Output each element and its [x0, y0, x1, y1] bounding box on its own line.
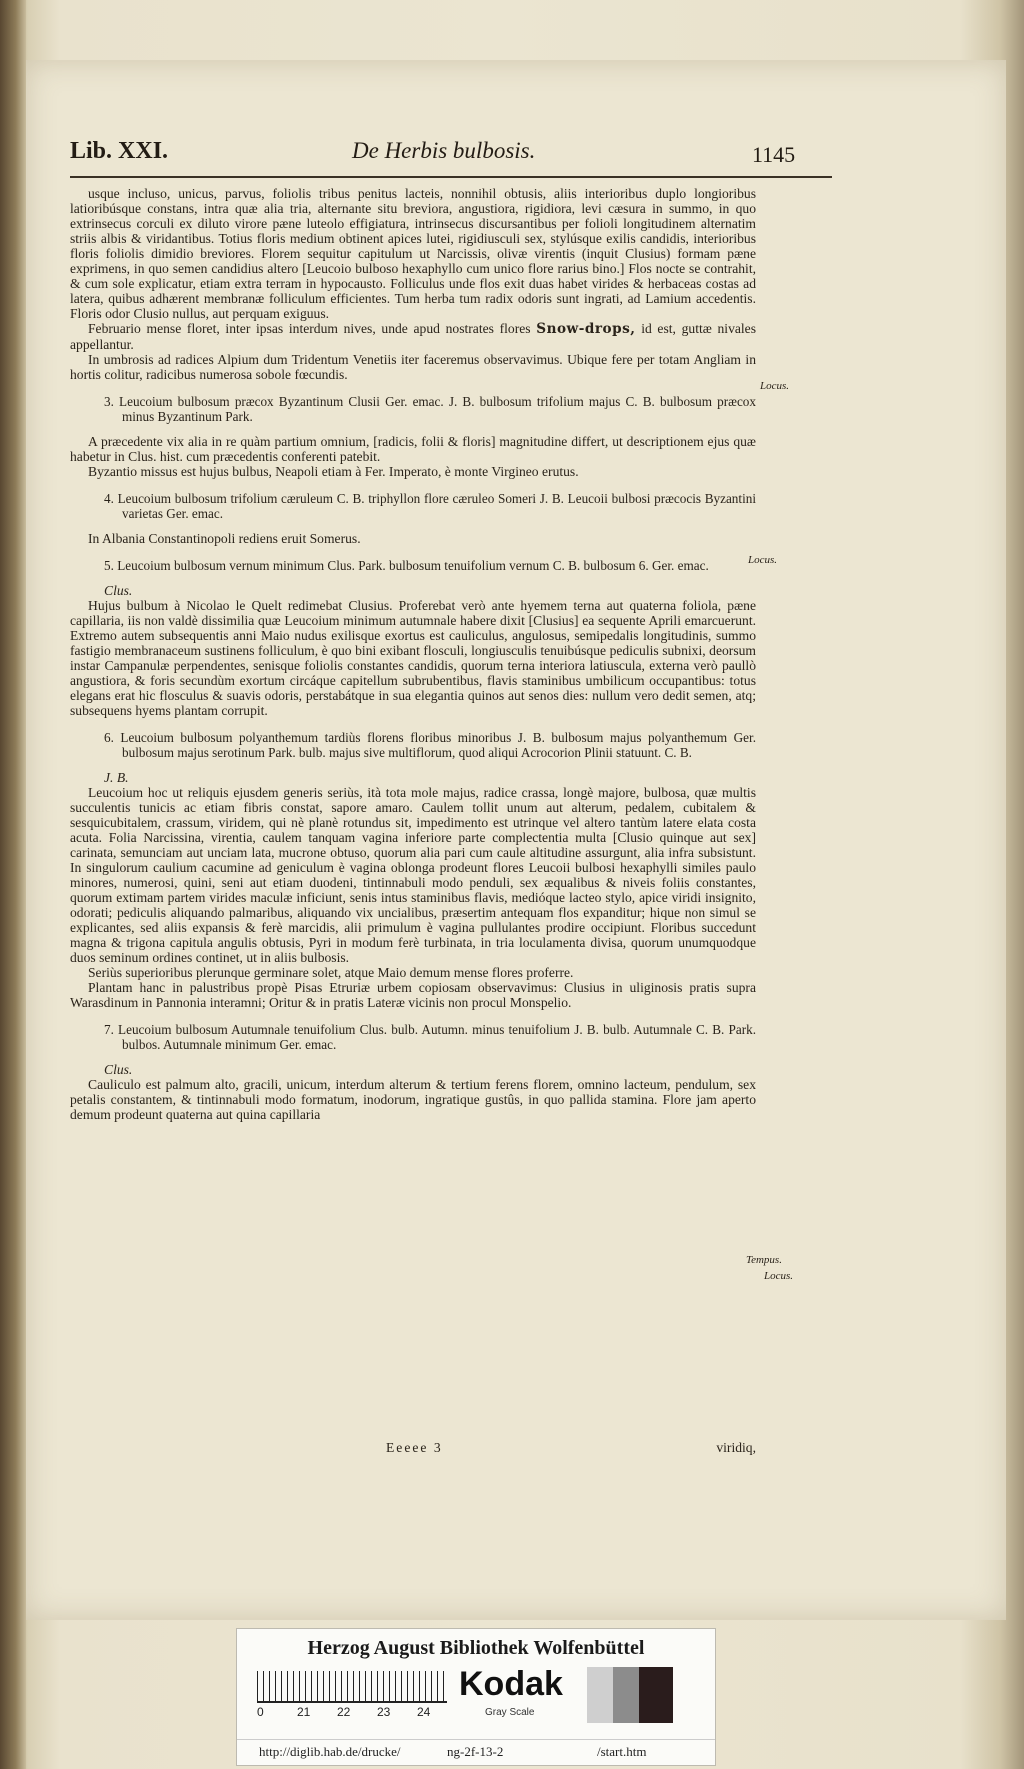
paragraph-locus: In umbrosis ad radices Alpium dum Tridentum Venetiis iter faceremus observavimus. Ubique fere per totam Angliam in hortis colitur, radicibus numerosa sobole fœcundis.: [70, 352, 756, 382]
paragraph-tempus: Seriùs superioribus plerunque germinare solet, atque Maio demum mense flores proferre.: [88, 965, 574, 980]
author-clus-7: Clus.: [104, 1062, 133, 1077]
card-start: /start.htm: [597, 1744, 647, 1759]
scale-ruler: [257, 1671, 447, 1701]
margin-tempus: Tempus.: [746, 1254, 782, 1266]
paragraph-pisas: Plantam hanc in palustribus propè Pisas Etruriæ urbem copiosam observavimus: Clusius in uliginosis pratis supra Warasdinum in Pannonia interamni; Oritur & in pratis Lateræ vicinis non procul Monspelio.: [70, 980, 756, 1010]
paragraph-flowering: [70, 321, 756, 352]
signature-mark: Eeeee 3: [386, 1440, 443, 1455]
page-header: [70, 138, 830, 178]
page-text: [70, 186, 756, 1122]
ruler-number: 22: [337, 1705, 351, 1719]
card-shelfmark: ng-2f-13-2: [447, 1744, 504, 1759]
ruler-number: 0: [257, 1705, 264, 1719]
paragraph-comparison: A præcedente vix alia in re quàm partium omnium, [radicis, folii & floris] magnitudine differt, ut descriptionem ejus quæ habetur in Clus. hist. cum præcedentis conferenti patebit.: [70, 434, 756, 464]
ruler-number: 23: [377, 1705, 391, 1719]
flowering-text-end: id est, guttæ nivales appellantur.: [70, 321, 757, 352]
synonym-3: 3. Leucoium bulbosum præcox Byzantinum Clusii Ger. emac. J. B. bulbosum trifolium majus C. B. bulbosum præcox minus Byzantinum Park.: [104, 394, 756, 424]
synonym-4: 4. Leucoium bulbosum trifolium cæruleum C. B. triphyllon flore cæruleo Someri J. B. Leucoii bulbosi præcocis Byzantini varietas Ger. emac.: [104, 491, 756, 521]
blackletter-snowdrops: Snow-drops,: [536, 321, 636, 337]
paragraph-autumnale: Cauliculo est palmum alto, gracili, unicum, interdum alterum & tertium ferens florem, omnino lacteum, pendulum, sex petalis constantem, & tintinnabuli modo formatum, inodorum, ingratique gustûs, in quo pallida stamina. Flore jam aperto demum prodeunt quaterna aut quina capillaria: [70, 1077, 756, 1122]
gray-patch-mid: [613, 1667, 639, 1723]
paragraph-byzantium: Byzantio missus est hujus bulbus, Neapoli etiam à Fer. Imperato, è monte Virgineo erutus.: [88, 464, 579, 479]
synonym-7: 7. Leucoium bulbosum Autumnale tenuifolium Clus. bulb. Autumn. minus tenuifolium J. B. bulb. Autumnale C. B. Park. bulbos. Autumnale minimum Ger. emac.: [104, 1022, 756, 1052]
ruler-number: 21: [297, 1705, 311, 1719]
card-url: http://diglib.hab.de/drucke/: [259, 1744, 401, 1759]
page-number: 1145: [752, 142, 796, 167]
paragraph-polyanthemum: Leucoium hoc ut reliquis ejusdem generis seriùs, ità tota mole majus, radice crassa, longè majore, bulbosa, quæ multis succulentis tunicis ac etiam fibris constat, sapore amaro. Caulem tollit unum aut alterum, pedalem, cubitalem & sesquicubitalem, crassum, viridem, qui nè planè rotundus sit, impedimento est utrinque vel altero tantùm latere elata costa acuta. Folia Narcissina, virentia, caulem tanquam vagina inferiore parte complectentia multa [Clusio quinque aut sex] carinata, semunciam aut unciam lata, mucrone obtuso, quorum alia pari cum caule altitudine assurgunt, alia infra subsistunt. In singulorum caulium cacumine ad geniculum è vagina oblonga prodeunt flores Leucoii bulbosi hexaphylli similes paulo minores, numerosi, quini, seni aut etiam duodeni, tintinnabuli modo penduli, sex æqualibus & niveis foliis constantes, quorum extimam partem virides maculæ inficiunt, senis intus staminibus flavis, medióque lacteo stylo, apice viridi insignito, odorati; pediculis aliquando palmaribus, aliquando vix uncialibus, præsertim antequam flos expanditur; hique non simul se explicantes, sed aliis expansis & ferè marcidis, alii primulum è vagina pullulantes prodire occipiunt. Floribus succedunt magna & trigona capitula angulis obtusis, Pyri in modum ferè turbinata, in tria loculamenta divisa, quorum unumquodque duos seminum ordines continet, ut in aliis bulbosis.: [70, 785, 756, 965]
library-name: Herzog August Bibliothek Wolfenbüttel: [307, 1637, 645, 1659]
synonym-6: 6. Leucoium bulbosum polyanthemum tardiùs florens floribus minoribus J. B. bulbosum majus polyanthemum Ger. bulbosum majus serotinum Park. bulb. majus sive multiflorum, quod aliqui Acrocorion Plinii statuunt. C. B.: [104, 730, 756, 760]
flowering-text: Februario mense floret, inter ipsas interdum nives, unde apud nostrates flores: [88, 321, 531, 336]
ruler-baseline: [257, 1701, 447, 1703]
margin-locus-1: Locus.: [760, 380, 790, 392]
signature-line: [70, 1440, 756, 1458]
paragraph-vernum: Hujus bulbum à Nicolao le Quelt redimebat Clusius. Proferebat verò ante hyemem terna aut quaterna foliola, pæne capillaria, iis non valdè dissimilia quæ Leucoium minimum autumnale habere dixit [Clusius] ea sequente Aprili emarcuerunt. Extremo autem subsequentis anni Maio nudus exilisque exortus est cauliculus, angulosus, semipedalis longitudinis, summo fastigio membranaceum sustinens folliculum, è quo bini exibant flosculi, longiusculis tenuibúsque pediculis subnixi, deorsum instar Campanulæ perpendentes, senisque foliolis constantes candidis, quorum terna interiora latiuscula, externa verò paullò angustiora, & foris secundùm exortum circáque capitellum subrubentibus, flavis staminibus umbilicum occupantibus: totus elegans erat hic flosculus & suavis odoris, perstabátque in sua elegantia quinos aut senos dies: nullum vero dedit semen, atq; subsequens hyems plantam corrupit.: [70, 598, 756, 718]
scan-target-card: [236, 1628, 716, 1766]
card-footer: [237, 1739, 715, 1760]
catchword: viridiq,: [716, 1440, 756, 1455]
paragraph-description: usque incluso, unicus, parvus, foliolis tribus penitus lacteis, nonnihil obtusis, aliis interioribus duplo longioribus latioribúsque constans, intra quæ alia tria, alternante situ breviora, angustiora, rigidiora, levi cæsura in summo, in quo extrinsecus corculi ex diluto virore pæne luteolo effigiatura, intrinsecus discursantibus per folioli longitudinem alternatim striis albis & viridantibus. Totius floris medium obtinent apices lutei, rigidiusculi sex, stylúsque exilis candidis, interioribus floris foliolis dimidio breviores. Florem sequitur capitulum ut Narcissis, olivæ virentis (inquit Clusius) formam pæne exprimens, in quo semen candidius altero [Leucoio bulboso hexaphyllo cum unico flore rarius bino.] Flos nocte se contrahit, & cum sole explicatur, etiam extra terram in hypocausto. Folliculus unde flos exit duas habet virides & herbaceas costas ad latera, quibus adhærent membranæ folliculum efficientes. Tum herba tum radix odoris sunt ingrati, ad Lamium accedentis. Floris odor Clusio nullus, aut perquam exiguus.: [70, 186, 756, 321]
ruler-number: 24: [417, 1705, 431, 1719]
gray-patch-dark: [639, 1667, 673, 1723]
gray-patch-light: [587, 1667, 613, 1723]
gray-scale-label: Gray Scale: [485, 1707, 535, 1718]
synonym-5: 5. Leucoium bulbosum vernum minimum Clus. Park. bulbosum tenuifolium vernum C. B. bulbosum 6. Ger. emac.: [104, 558, 709, 573]
margin-locus-3: Locus.: [764, 1270, 794, 1282]
header-rule: [70, 176, 832, 178]
author-jb-6: J. B.: [104, 770, 129, 785]
paragraph-albania: In Albania Constantinopoli rediens eruit Somerus.: [88, 531, 361, 546]
author-clus-5: Clus.: [104, 583, 133, 598]
book-number: Lib. XXI.: [70, 138, 169, 164]
running-title: De Herbis bulbosis.: [352, 138, 536, 163]
book-spine: [0, 0, 26, 1769]
margin-locus-2: Locus.: [748, 554, 778, 566]
kodak-logo: Kodak: [459, 1665, 563, 1703]
